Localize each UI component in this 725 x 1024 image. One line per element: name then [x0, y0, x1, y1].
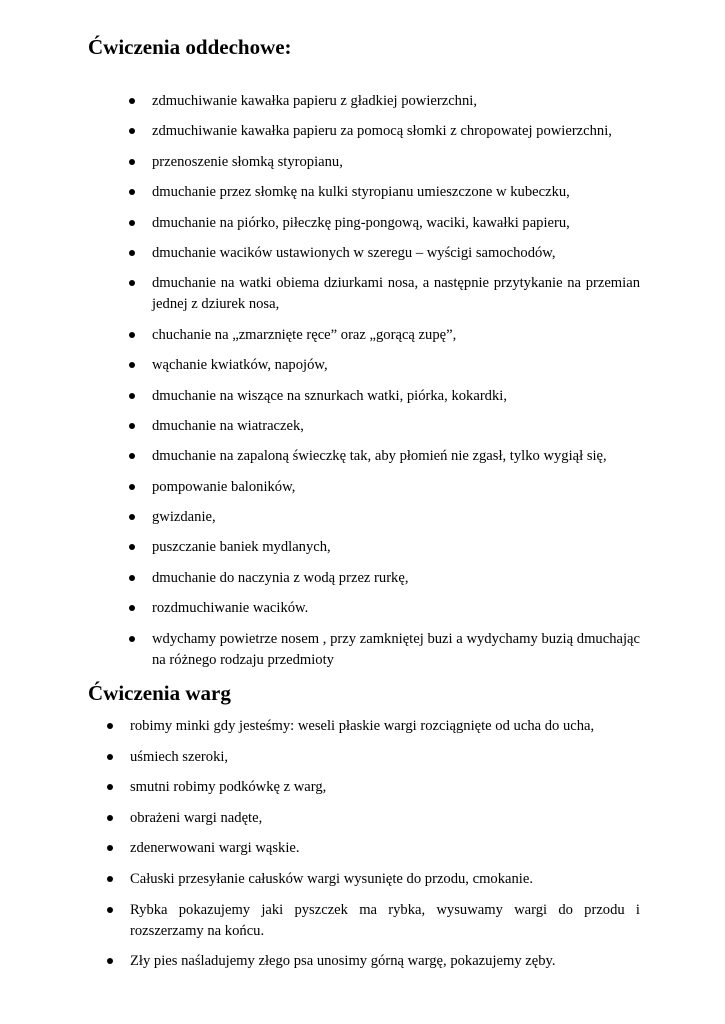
list-item-text: puszczanie baniek mydlanych,: [152, 539, 331, 556]
list-item-text: dmuchanie na zapaloną świeczkę tak, aby płomień nie zgasł, tylko wygiął się,: [152, 448, 607, 465]
list-item-text: uśmiech szeroki,: [130, 748, 229, 765]
bullet-icon: [107, 815, 113, 821]
bullet-icon: [129, 362, 135, 368]
list-item: [126, 568, 640, 589]
bullet-icon: [107, 907, 113, 913]
bullet-icon: [129, 636, 135, 642]
list-item: [126, 182, 640, 203]
list-item: [104, 716, 640, 737]
list-item: [126, 416, 640, 437]
list-item: [104, 838, 640, 859]
list-item-text: chuchanie na „zmarznięte ręce” oraz „gorącą zupę”,: [152, 326, 457, 343]
list-item: [104, 900, 640, 942]
list-item: [104, 869, 640, 890]
list-item: [126, 446, 640, 467]
lip-exercises-list: [104, 716, 640, 982]
list-item: [126, 477, 640, 498]
list-item: [104, 808, 640, 829]
section-title-breathing-exercises: Ćwiczenia oddechowe:: [88, 35, 292, 59]
list-item: [126, 213, 640, 234]
list-item: [126, 629, 640, 671]
bullet-icon: [129, 453, 135, 459]
list-item-text: dmuchanie do naczynia z wodą przez rurkę,: [152, 569, 409, 586]
list-item-text: pompowanie baloników,: [152, 478, 296, 495]
list-item-text: Zły pies naśladujemy złego psa unosimy górną wargę, pokazujemy zęby.: [130, 953, 556, 970]
list-item: [126, 537, 640, 558]
list-item-text: zdenerwowani wargi wąskie.: [130, 840, 300, 857]
bullet-icon: [129, 98, 135, 104]
list-item-text: smutni robimy podkówkę z warg,: [130, 779, 327, 796]
list-item-text: obrażeni wargi nadęte,: [130, 809, 263, 826]
bullet-icon: [129, 544, 135, 550]
list-item: [126, 91, 640, 112]
bullet-icon: [129, 393, 135, 399]
list-item: [126, 598, 640, 619]
list-item-text: dmuchanie przez słomkę na kulki styropianu umieszczone w kubeczku,: [152, 184, 570, 201]
list-item-text: gwizdanie,: [152, 509, 216, 526]
list-item: [126, 386, 640, 407]
list-item: [104, 951, 640, 972]
bullet-icon: [107, 845, 113, 851]
bullet-icon: [129, 250, 135, 256]
bullet-icon: [129, 423, 135, 429]
section-title-lip-exercises: Ćwiczenia warg: [88, 681, 231, 705]
list-item-text: wdychamy powietrze nosem , przy zamkniętej buzi a wydychamy buzią dmuchając na różnego rodzaju przedmioty: [152, 630, 640, 668]
list-item: [126, 152, 640, 173]
bullet-icon: [107, 784, 113, 790]
list-item-text: wąchanie kwiatków, napojów,: [152, 357, 328, 374]
list-item-text: rozdmuchiwanie wacików.: [152, 600, 309, 617]
bullet-icon: [129, 128, 135, 134]
list-item-text: robimy minki gdy jesteśmy: weseli płaskie wargi rozciągnięte od ucha do ucha,: [130, 718, 595, 734]
list-item: [126, 243, 640, 264]
list-item-text: dmuchanie wacików ustawionych w szeregu – wyścigi samochodów,: [152, 244, 556, 261]
list-item: [126, 507, 640, 528]
bullet-icon: [129, 220, 135, 226]
bullet-icon: [129, 280, 135, 286]
list-item-text: przenoszenie słomką styropianu,: [152, 153, 343, 170]
list-item-text: Rybka pokazujemy jaki pyszczek ma rybka, wysuwamy wargi do przodu i rozszerzamy na końcu.: [130, 901, 640, 939]
list-item-text: zdmuchiwanie kawałka papieru za pomocą słomki z chropowatej powierzchni,: [152, 123, 612, 140]
bullet-icon: [129, 575, 135, 581]
bullet-icon: [129, 605, 135, 611]
list-item: [126, 355, 640, 376]
list-item-text: dmuchanie na wiszące na sznurkach watki, piórka, kokardki,: [152, 387, 507, 404]
bullet-icon: [129, 189, 135, 195]
list-item-text: dmuchanie na wiatraczek,: [152, 417, 304, 434]
bullet-icon: [129, 514, 135, 520]
list-item-text: Całuski przesyłanie całusków wargi wysunięte do przodu, cmokanie.: [130, 870, 533, 887]
list-item: [126, 121, 640, 142]
bullet-icon: [107, 754, 113, 760]
list-item-text: zdmuchiwanie kawałka papieru z gładkiej powierzchni,: [152, 93, 477, 109]
bullet-icon: [107, 876, 113, 882]
bullet-icon: [107, 723, 113, 729]
list-item-text: dmuchanie na piórko, piłeczkę ping-pongową, waciki, kawałki papieru,: [152, 214, 570, 231]
bullet-icon: [129, 484, 135, 490]
breathing-exercises-list: [126, 91, 640, 680]
list-item: [104, 747, 640, 768]
bullet-icon: [107, 958, 113, 964]
list-item: [126, 273, 640, 315]
list-item: [126, 325, 640, 346]
list-item-text: dmuchanie na watki obiema dziurkami nosa, a następnie przytykanie na przemian jednej z dziurek nosa,: [152, 275, 640, 313]
list-item: [104, 777, 640, 798]
bullet-icon: [129, 332, 135, 338]
bullet-icon: [129, 159, 135, 165]
